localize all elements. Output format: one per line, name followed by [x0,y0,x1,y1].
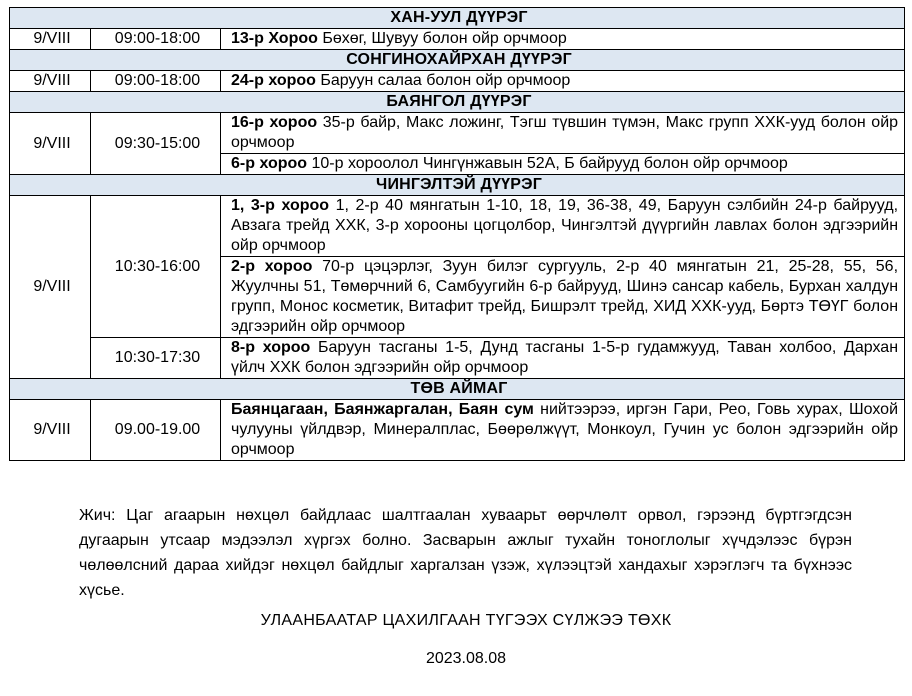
area-details: Баруун салаа болон ойр орчмоор [315,72,571,89]
section-title: ХАН-УУЛ ДҮҮРЭГ [10,8,905,29]
section-header-row [10,92,905,113]
section-header-row [10,175,905,196]
table-row [10,113,905,154]
date-cell: 9/VIII [10,29,91,50]
area-name: 6-р хороо [231,155,308,172]
area-cell [221,29,905,50]
time-cell: 10:30-16:00 [91,196,221,338]
area-cell [221,338,905,379]
date-cell: 9/VIII [10,400,91,461]
time-cell: 09:00-18:00 [91,29,221,50]
section-title: ТӨВ АЙМАГ [10,379,905,400]
time-cell: 09:00-18:00 [91,71,221,92]
date-cell: 9/VIII [10,196,91,379]
area-cell [221,71,905,92]
document-date: 2023.08.08 [425,650,507,667]
section-header-row [10,379,905,400]
section-header-row [10,8,905,29]
area-details: Бөхөг, Шувуу болон ойр орчмоор [317,30,567,47]
area-name: 16-р хороо [231,114,318,131]
area-name: 8-р хороо [231,339,311,356]
table-row [10,71,905,92]
note-paragraph: Жич: Цаг агаарын нөхцөл байдлаас шалтгаалан хуваарьт өөрчлөлт орвол, гэрээнд бүртгэгдсэн дугаарын утсаар мэдээлэл хүргэх болно. Засварын ажлыг тухайн тоноглолыг хүчдэлээс бүрэн чөлөөлсний дараа хийдэг нөхцөл байдлыг харгалзан үзэж, хүлээцтэй хандахыг хэрэглэгч та бүхнээс хүсье. [79,507,852,599]
table-row [10,29,905,50]
table-row [10,196,905,257]
section-title: ЧИНГЭЛТЭЙ ДҮҮРЭГ [10,175,905,196]
area-cell [221,196,905,257]
area-name: 13-р Хороо [231,30,318,47]
time-cell: 09:30-15:00 [91,113,221,175]
section-title: СОНГИНОХАЙРХАН ДҮҮРЭГ [10,50,905,71]
time-cell: 09.00-19.00 [91,400,221,461]
time-cell: 10:30-17:30 [91,338,221,379]
area-name: 1, 3-р хороо [231,197,330,214]
date-cell: 9/VIII [10,113,91,175]
area-cell [221,154,905,175]
area-cell [221,113,905,154]
area-details: 10-р хороолол Чингүнжавын 52А, Б байрууд болон ойр орчмоор [307,155,788,172]
area-details: 35-р байр, Макс ложинг, Тэгш түвшин түмэн, Макс групп ХХК-ууд болон ойр орчмоор [231,114,899,151]
area-name: Баянцагаан, Баянжаргалан, Баян сум [231,401,534,418]
area-cell [221,257,905,338]
area-cell [221,400,905,461]
outage-schedule-table [9,7,905,461]
table-row [10,400,905,461]
organization-name: УЛААНБААТАР ЦАХИЛГААН ТҮГЭЭХ СҮЛЖЭЭ ТӨХК [260,612,672,629]
section-header-row [10,50,905,71]
area-details: Баруун тасганы 1-5, Дунд тасганы 1-5-р гудамжууд, Таван холбоо, Дархан үйлч ХХК болон эдгээрийн ойр орчмоор [231,339,899,376]
table-row [10,338,905,379]
date-cell: 9/VIII [10,71,91,92]
area-name: 24-р хороо [231,72,316,89]
section-title: БАЯНГОЛ ДҮҮРЭГ [10,92,905,113]
area-details: 1, 2-р 40 мянгатын 1-10, 18, 19, 36-38, 49, Баруун сэлбийн 24-р байрууд, Авзага трейд ХХК, 3-р хорооны цогцолбор, Чингэлтэй дүүргийн лавлах болон эдгээрийн ойр орчмоор [231,197,899,254]
area-details: 70-р цэцэрлэг, Зуун билэг сургууль, 2-р 40 мянгатын 21, 25-28, 55, 56, Жуулчны 51, Төмөрчний 6, Самбуугийн 6-р байрууд, Шинэ сансар кабель, Бурхан халдун групп, Монос косметик, Витафит трейд, Бишрэлт трейд, ХИД ХХК-ууд, Бөртэ ТӨҮГ болон эдгээрийн ойр орчмоор [231,258,899,335]
area-name: 2-р хороо [231,258,313,275]
area-details: нийтээрээ, иргэн Гари, Рео, Говь хурах, Шохой чулууны үйлдвэр, Минералплас, Бөөрөлжүүт, Монкоул, Гучин ус болон эдгээрийн ойр орчмоор [231,401,899,458]
